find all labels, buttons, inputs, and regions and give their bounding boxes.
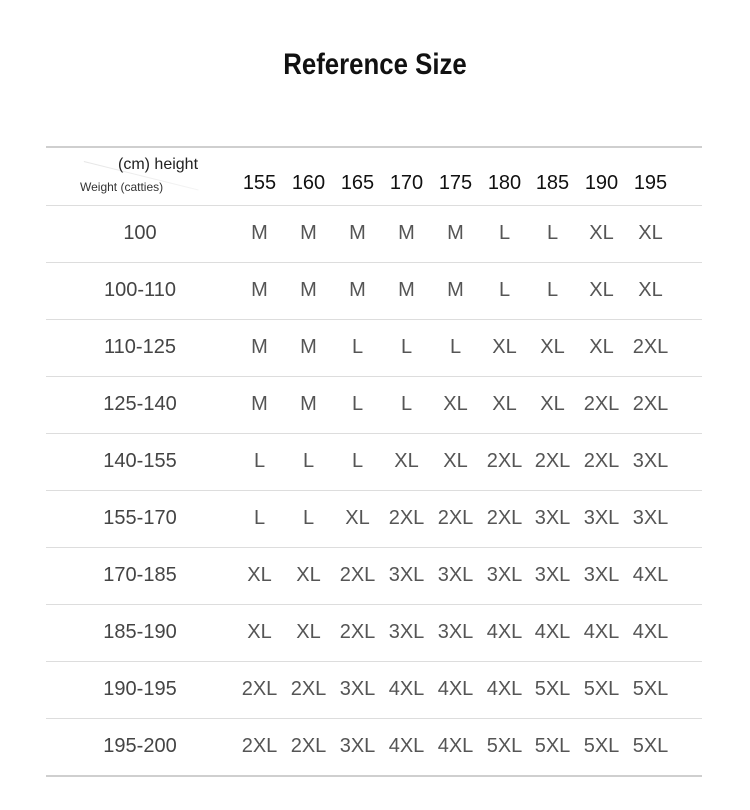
size-cell: XL	[492, 336, 517, 358]
size-cell: L	[253, 450, 266, 472]
size-cell: 2XL	[486, 507, 523, 529]
size-cell: 5XL	[534, 735, 571, 757]
table-row	[46, 548, 702, 605]
size-cell: XL	[492, 393, 517, 415]
size-cell: XL	[345, 507, 370, 529]
size-cell: XL	[247, 564, 272, 586]
size-cell: 3XL	[339, 678, 376, 700]
size-cell: 2XL	[290, 735, 327, 757]
height-header-cell: 185	[535, 172, 570, 194]
height-header-cell: 155	[242, 172, 277, 194]
size-cell: 2XL	[339, 564, 376, 586]
size-cell: XL	[638, 222, 663, 244]
size-cell: 3XL	[388, 621, 425, 643]
size-cell: XL	[443, 450, 468, 472]
weight-cell: 125-140	[103, 393, 177, 415]
size-cell: 2XL	[632, 336, 669, 358]
size-cell: 3XL	[339, 735, 376, 757]
size-cell: 5XL	[534, 678, 571, 700]
size-cell: 2XL	[241, 735, 278, 757]
weight-cell: 100-110	[104, 279, 176, 301]
size-cell: 4XL	[486, 621, 523, 643]
size-cell: 2XL	[241, 678, 278, 700]
size-cell: M	[300, 336, 317, 358]
size-cell: 5XL	[583, 678, 620, 700]
height-header-cell: 160	[291, 172, 326, 194]
size-cell: L	[253, 507, 266, 529]
size-cell: L	[351, 450, 364, 472]
size-cell: L	[498, 279, 511, 301]
size-cell: M	[300, 393, 317, 415]
size-cell: L	[400, 393, 413, 415]
size-cell: L	[302, 507, 315, 529]
size-cell: 3XL	[437, 564, 474, 586]
height-axis-label: (cm) height	[118, 156, 199, 173]
size-cell: 4XL	[632, 621, 669, 643]
weight-cell: 100	[123, 222, 157, 244]
size-cell: 4XL	[632, 564, 669, 586]
height-header-cell: 190	[584, 172, 619, 194]
table-header-row	[46, 148, 702, 206]
size-cell: L	[449, 336, 462, 358]
size-cell: 2XL	[583, 393, 620, 415]
size-cell: M	[447, 279, 464, 301]
size-cell: 5XL	[583, 735, 620, 757]
table-row	[46, 605, 702, 662]
table-row	[46, 377, 702, 434]
weight-cell: 110-125	[104, 336, 176, 358]
table-row	[46, 320, 702, 377]
size-cell: 4XL	[486, 678, 523, 700]
size-cell: XL	[296, 621, 321, 643]
size-cell: 4XL	[437, 678, 474, 700]
size-cell: XL	[540, 393, 565, 415]
size-cell: L	[546, 222, 559, 244]
size-cell: 2XL	[437, 507, 474, 529]
height-header-cell: 165	[340, 172, 375, 194]
table-row	[46, 719, 702, 777]
size-cell: 5XL	[632, 735, 669, 757]
height-header-cell: 170	[389, 172, 424, 194]
size-cell: 5XL	[632, 678, 669, 700]
size-cell: 3XL	[632, 450, 669, 472]
size-cell: XL	[540, 336, 565, 358]
size-cell: M	[300, 279, 317, 301]
size-cell: 3XL	[388, 564, 425, 586]
size-cell: XL	[589, 336, 614, 358]
size-cell: 3XL	[583, 564, 620, 586]
size-cell: 4XL	[534, 621, 571, 643]
height-header-cell: 175	[438, 172, 473, 194]
size-cell: 2XL	[486, 450, 523, 472]
size-cell: 2XL	[583, 450, 620, 472]
size-cell: L	[400, 336, 413, 358]
size-cell: M	[349, 222, 366, 244]
size-cell: 3XL	[486, 564, 523, 586]
weight-cell: 155-170	[103, 507, 177, 529]
weight-cell: 185-190	[103, 621, 177, 643]
size-cell: M	[300, 222, 317, 244]
size-cell: M	[251, 222, 268, 244]
size-cell: 4XL	[437, 735, 474, 757]
size-cell: 2XL	[339, 621, 376, 643]
size-cell: M	[447, 222, 464, 244]
size-cell: 5XL	[486, 735, 523, 757]
size-cell: XL	[638, 279, 663, 301]
size-cell: 2XL	[632, 393, 669, 415]
table-row	[46, 434, 702, 491]
weight-cell: 170-185	[103, 564, 177, 586]
size-cell: XL	[296, 564, 321, 586]
size-cell: 3XL	[534, 564, 571, 586]
table-row	[46, 491, 702, 548]
size-cell: M	[398, 222, 415, 244]
weight-axis-label: Weight (catties)	[80, 180, 164, 194]
size-cell: 2XL	[290, 678, 327, 700]
size-cell: 2XL	[534, 450, 571, 472]
size-cell: XL	[443, 393, 468, 415]
size-cell: M	[251, 393, 268, 415]
size-cell: XL	[589, 222, 614, 244]
size-cell: 4XL	[388, 678, 425, 700]
size-cell: 4XL	[583, 621, 620, 643]
size-cell: M	[251, 336, 268, 358]
size-cell: L	[498, 222, 511, 244]
size-cell: L	[351, 393, 364, 415]
size-cell: 2XL	[388, 507, 425, 529]
weight-cell: 190-195	[103, 678, 177, 700]
weight-cell: 140-155	[103, 450, 177, 472]
size-cell: 3XL	[583, 507, 620, 529]
size-cell: 3XL	[534, 507, 571, 529]
table-row	[46, 662, 702, 719]
size-cell: L	[302, 450, 315, 472]
size-cell: M	[251, 279, 268, 301]
table-row	[46, 263, 702, 320]
size-cell: M	[349, 279, 366, 301]
height-header-cell: 195	[633, 172, 668, 194]
size-cell: 3XL	[632, 507, 669, 529]
weight-cell: 195-200	[103, 735, 177, 757]
page-title: Reference Size	[283, 48, 467, 81]
size-cell: L	[546, 279, 559, 301]
table-row	[46, 206, 702, 263]
size-cell: 4XL	[388, 735, 425, 757]
size-cell: L	[351, 336, 364, 358]
size-cell: XL	[394, 450, 419, 472]
size-cell: XL	[247, 621, 272, 643]
size-cell: M	[398, 279, 415, 301]
size-cell: XL	[589, 279, 614, 301]
height-header-cell: 180	[487, 172, 522, 194]
size-cell: 3XL	[437, 621, 474, 643]
